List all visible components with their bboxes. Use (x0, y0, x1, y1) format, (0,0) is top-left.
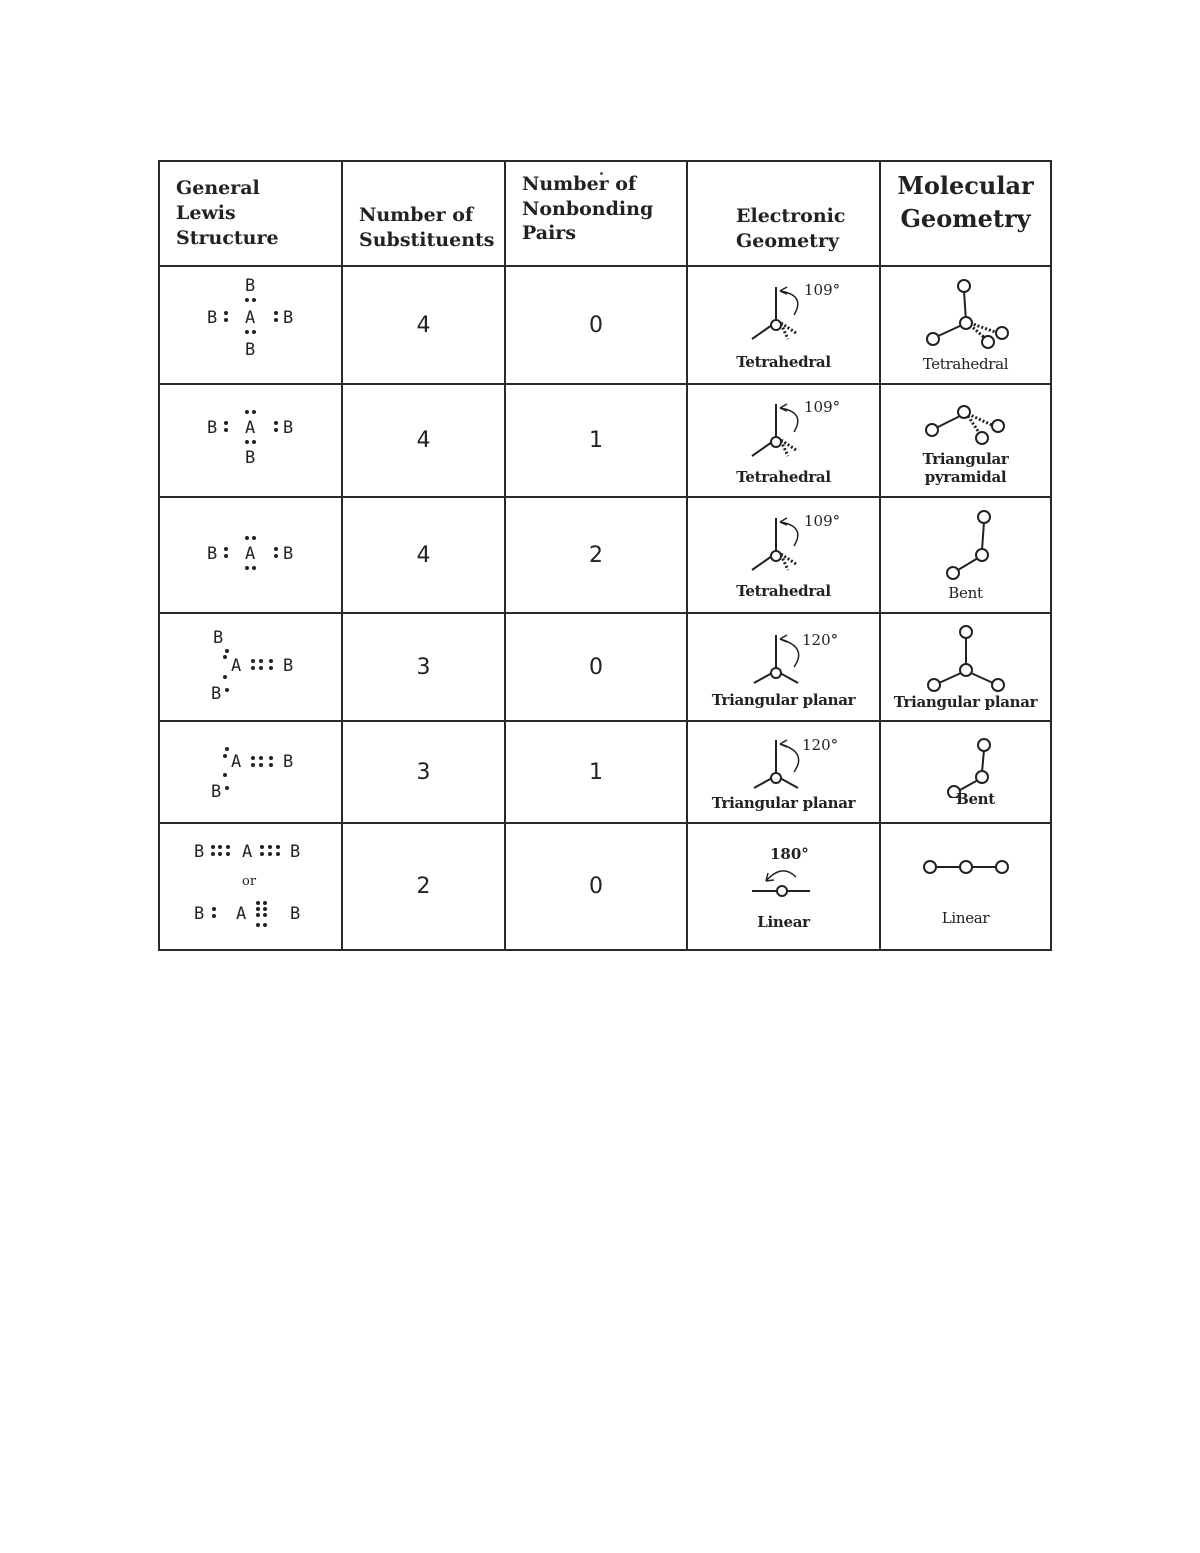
electronic-geometry-label: Triangular planar (711, 794, 856, 812)
bond-angle-label: 109° (803, 512, 840, 530)
lewis-structure-ab2e (191, 737, 311, 807)
header-substituents (342, 161, 505, 266)
bond-angle-label: 109° (803, 281, 840, 299)
bond-angle-label: 180° (769, 844, 809, 863)
molecular-geometry-cell (880, 721, 1051, 823)
lewis-structure-cell (159, 823, 342, 950)
lewis-structure-cell (159, 497, 342, 613)
triangular-planar-molecule-diagram (906, 623, 1026, 693)
atom-label: B (212, 628, 223, 648)
lewis-structure-cell (159, 721, 342, 823)
header-nonbonding-pairs (505, 161, 687, 266)
atom-label: B (244, 276, 255, 296)
tetrahedral-angle-diagram (724, 510, 844, 582)
atom-label: B (206, 417, 217, 438)
header-text: General (176, 177, 260, 200)
header-text: Molecular (897, 171, 1034, 201)
lewis-structure-cell (159, 266, 342, 384)
linear-angle-diagram (724, 843, 844, 909)
electronic-geometry-label: Tetrahedral (736, 582, 831, 600)
or-label: or (241, 873, 256, 889)
lewis-structure-ab2e2 (191, 525, 311, 585)
atom-label: B (210, 782, 221, 802)
header-molecular-geometry (880, 161, 1051, 266)
nonbonding-cell: 1 (505, 721, 687, 823)
atom-label: A (244, 544, 255, 564)
header-text: Substituents (359, 228, 495, 251)
header-lewis-structure (159, 161, 342, 266)
molecular-geometry-label: Tetrahedral (922, 355, 1009, 373)
bond-angle-label: 120° (801, 736, 838, 754)
atom-label: B (193, 841, 204, 862)
vsepr-table (158, 160, 1052, 951)
label-line: pyramidal (924, 467, 1007, 486)
atom-label: A (244, 308, 255, 328)
electronic-geometry-cell (687, 497, 880, 613)
molecular-geometry-cell (880, 497, 1051, 613)
nonbonding-cell: 0 (505, 613, 687, 721)
molecular-geometry-label: Bent (956, 790, 995, 808)
electronic-geometry-cell (687, 721, 880, 823)
nonbonding-cell: 0 (505, 266, 687, 384)
atom-label: B (282, 752, 293, 772)
atom-label: A (244, 417, 255, 438)
lewis-structure-ab4 (191, 275, 311, 375)
electronic-geometry-label: Triangular planar (711, 691, 856, 709)
atom-label: A (230, 752, 241, 772)
molecular-geometry-label: Bent (948, 584, 983, 602)
substituents-cell: 3 (342, 613, 505, 721)
atom-label: B (244, 340, 255, 360)
substituents-cell: 3 (342, 721, 505, 823)
header-text: Lewis (176, 202, 236, 225)
header-text: Pairs (522, 222, 577, 245)
atom-label: A (230, 656, 241, 676)
atom-label: B (282, 544, 293, 564)
nonbonding-cell: 0 (505, 823, 687, 950)
nonbonding-cell: 2 (505, 497, 687, 613)
molecular-geometry-cell (880, 823, 1051, 950)
molecular-geometry-cell (880, 266, 1051, 384)
atom-label: A (235, 903, 246, 924)
molecular-geometry-cell (880, 613, 1051, 721)
atom-label: B (193, 903, 204, 924)
molecular-geometry-label (881, 450, 1050, 486)
header-text: Nonbonding (522, 197, 654, 220)
bent-molecule-diagram (906, 508, 1026, 584)
substituents-cell: 4 (342, 266, 505, 384)
triangular-planar-angle-diagram (724, 625, 844, 691)
electronic-geometry-label: Linear (757, 912, 810, 931)
tetrahedral-angle-diagram (724, 396, 844, 468)
tetrahedral-angle-diagram (724, 279, 844, 353)
electronic-geometry-cell (687, 384, 880, 497)
tetrahedral-molecule-diagram (906, 277, 1026, 355)
substituents-cell: 4 (342, 384, 505, 497)
triangular-planar-angle-diagram (724, 732, 844, 794)
electronic-geometry-cell (687, 266, 880, 384)
table-row (159, 823, 1051, 950)
atom-label: B (282, 308, 293, 328)
electronic-geometry-cell (687, 613, 880, 721)
atom-label: B (206, 544, 217, 564)
nonbonding-cell: 1 (505, 384, 687, 497)
header-text: Number of (522, 173, 637, 195)
lewis-structure-ab2 (186, 837, 316, 937)
table-row (159, 384, 1051, 497)
table-row (159, 613, 1051, 721)
substituents-cell: 2 (342, 823, 505, 950)
header-electronic-geometry (687, 161, 880, 266)
table-row (159, 721, 1051, 823)
atom-label: B (210, 684, 221, 704)
electronic-geometry-cell (687, 823, 880, 950)
lewis-structure-cell (159, 384, 342, 497)
atom-label: B (282, 417, 293, 438)
lewis-structure-ab3e (191, 401, 311, 481)
table-row (159, 266, 1051, 384)
header-text: Structure (176, 226, 279, 249)
molecular-geometry-cell (880, 384, 1051, 497)
header-text: Geometry (736, 229, 840, 252)
lewis-structure-ab3 (191, 625, 311, 709)
table-row (159, 497, 1051, 613)
substituents-cell: 4 (342, 497, 505, 613)
bond-angle-label: 109° (803, 397, 840, 416)
bond-angle-label: 120° (801, 631, 838, 649)
linear-molecule-diagram (906, 847, 1026, 887)
molecular-geometry-label: Linear (941, 908, 990, 927)
lewis-structure-cell (159, 613, 342, 721)
bent-molecule-diagram (906, 736, 1026, 798)
header-text: Electronic (736, 204, 846, 227)
header-text: Geometry (900, 203, 1031, 233)
label-line: Triangular (922, 449, 1009, 468)
header-row (159, 161, 1051, 266)
atom-label: B (282, 656, 293, 676)
atom-label: B (289, 903, 300, 924)
triangular-pyramidal-molecule-diagram (906, 396, 1026, 450)
molecular-geometry-label: Triangular planar (893, 693, 1038, 711)
atom-label: B (289, 841, 300, 862)
atom-label: B (206, 308, 217, 328)
header-text: Number of (359, 203, 474, 226)
electronic-geometry-label: Tetrahedral (736, 353, 831, 371)
atom-label: B (244, 447, 255, 468)
electronic-geometry-label: Tetrahedral (736, 467, 831, 486)
atom-label: A (241, 841, 252, 862)
